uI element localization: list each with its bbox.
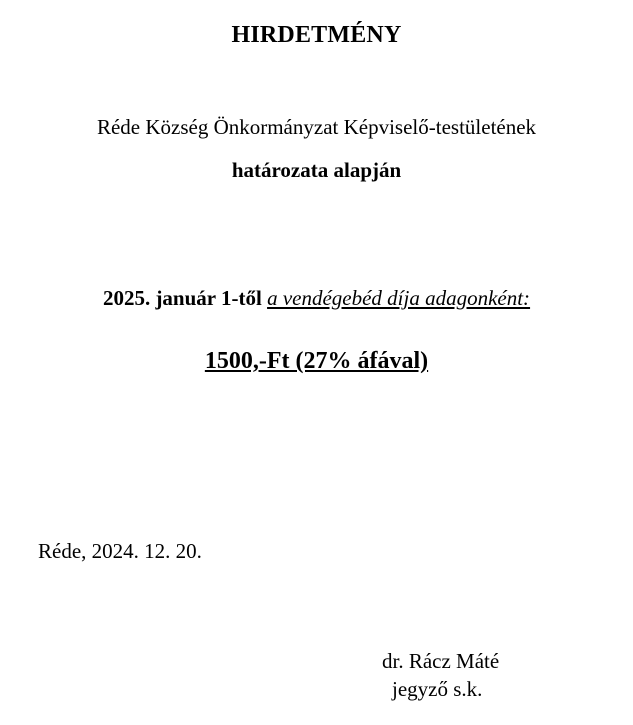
- place-and-date: Réde, 2024. 12. 20.: [38, 539, 202, 563]
- fee-description: a vendégebéd díja adagonként:: [267, 286, 531, 310]
- signer-role: jegyző s.k.: [392, 677, 483, 701]
- signer-name: dr. Rácz Máté: [382, 649, 500, 673]
- document-title: HIRDETMÉNY: [231, 22, 402, 48]
- price-amount: 1500,-Ft (27% áfával): [204, 348, 429, 374]
- notice-line: [0, 286, 633, 311]
- effective-date: 2025. január 1-től: [102, 286, 262, 310]
- issuer-line: Réde Község Önkormányzat Képviselő-testületének: [96, 115, 537, 139]
- basis-line: határozata alapján: [231, 158, 402, 182]
